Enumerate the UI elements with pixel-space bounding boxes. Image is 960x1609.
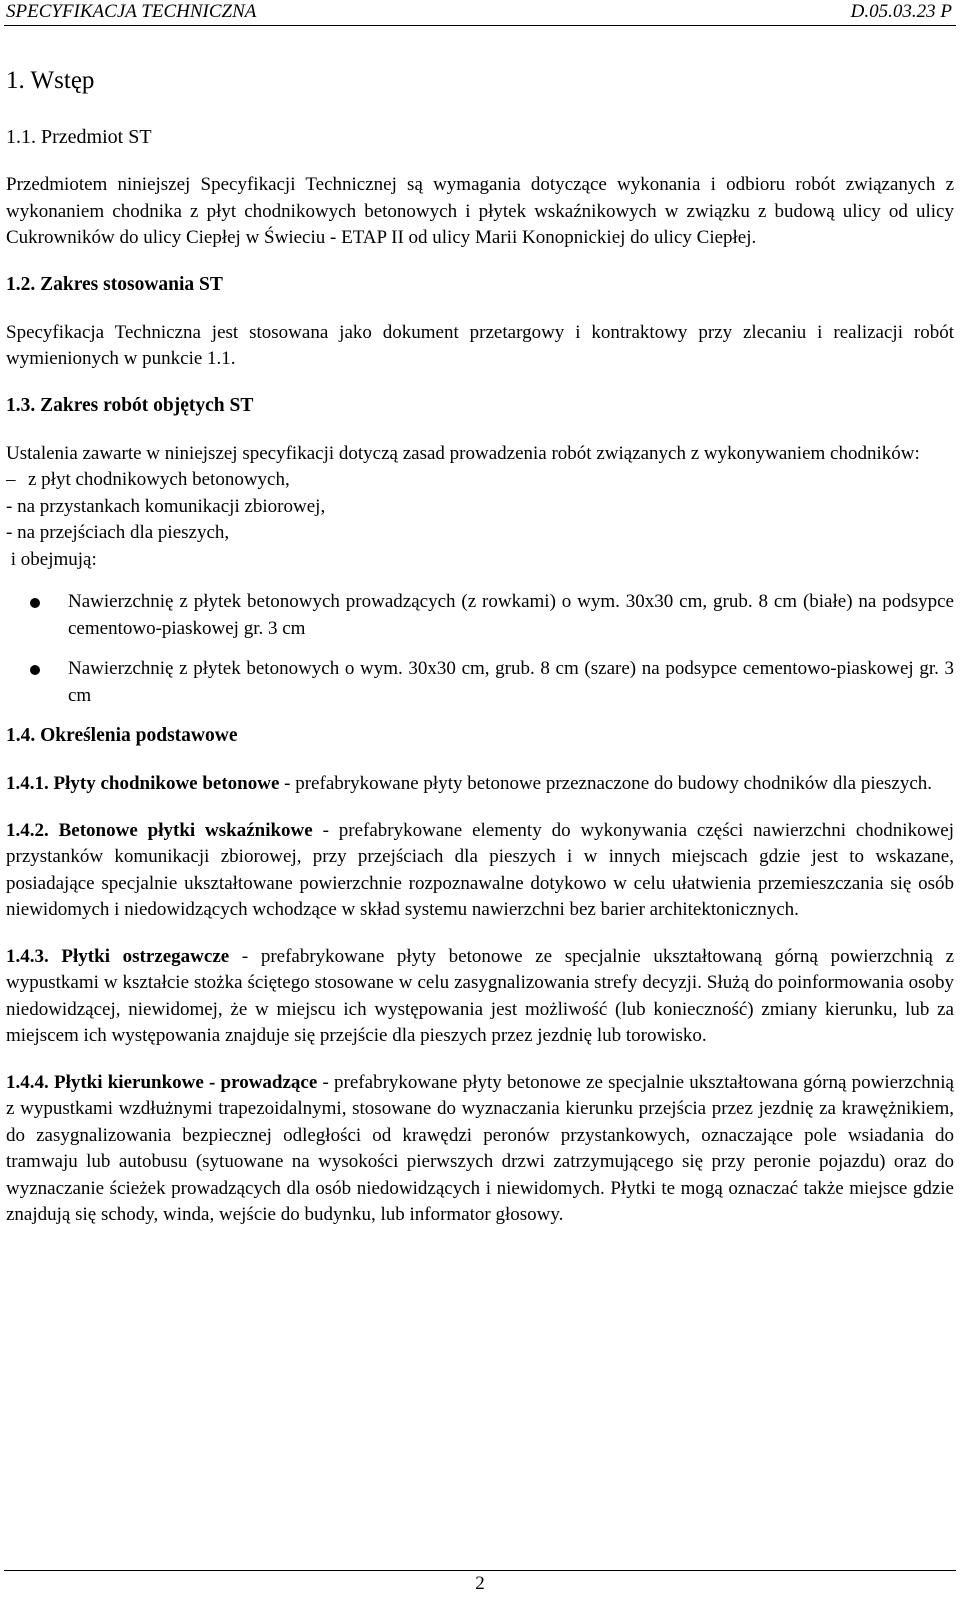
heading-1-3: 1.3. Zakres robót objętych ST (6, 394, 254, 416)
heading-1-1: 1.1. Przedmiot ST (6, 126, 152, 148)
list-item (6, 589, 954, 642)
definition-1-4-1 (6, 771, 954, 798)
bullet-icon (30, 598, 40, 608)
bullet-list (6, 589, 954, 709)
header-document-title: SPECYFIKACJA TECHNICZNA (6, 1, 257, 22)
paragraph-1-3-intro: Ustalenia zawarte w niniejszej specyfikacji dotyczą zasad prowadzenia robót związanych z wykonywaniem chodników: (6, 442, 920, 464)
dash-list-item (6, 467, 954, 494)
bullet-icon (30, 665, 40, 675)
bullet-text: Nawierzchnię z płytek betonowych prowadzących (z rowkami) o wym. 30x30 cm, grub. 8 cm (białe) na podsypce cementowo-piaskowej gr. 3 cm (68, 591, 954, 639)
heading-1-4: 1.4. Określenia podstawowe (6, 725, 238, 746)
list-line-crossings: - na przejściach dla pieszych, (6, 522, 230, 543)
definition-number: 1.4.2. (6, 819, 49, 841)
definition-number: 1.4.1. (6, 773, 49, 794)
document-body (6, 66, 954, 1249)
header-document-code: D.05.03.23 P (850, 1, 952, 22)
definition-term: Płytki ostrzegawcze (61, 945, 230, 967)
definition-text: - prefabrykowane płyty betonowe przeznaczone do budowy chodników dla pieszych. (279, 773, 933, 794)
dash-marker: – (6, 469, 16, 490)
definition-text: - prefabrykowane płyty betonowe ze specjalnie ukształtowaną górną powierzchnią z wypustkami w kształcie stożka ściętego stosowane w celu zasygnalizowania strefy decyzji. Służą do poinformowania osoby niedowidzącej, niewidomej, że w miejscu ich występowania jest możliwość (lub konieczność) zmiany kierunku, lub za miejscem ich występowania znajduje się przejście dla pieszych przez jezdnię lub torowisko. (6, 945, 955, 1046)
definition-text: - prefabrykowane elementy do wykonywania części nawierzchni chodnikowej przystanków komunikacji zbiorowej, przy przejściach dla pieszych i w innych miejscach gdzie jest to wskazane, posiadające specjalnie ukształtowane powierzchnie rozpoznawalne dotykowo w celu ułatwienia przemieszczania się osób niewidomych i niedowidzących wchodzące w skład systemu nawierzchni bez barier architektonicznych. (6, 819, 955, 920)
paragraph-1-2: Specyfikacja Techniczna jest stosowana jako dokument przetargowy i kontraktowy przy zlecaniu i realizacji robót wymienionych w punkcie 1.1. (6, 321, 954, 369)
definition-term: Płyty chodnikowe betonowe (53, 773, 280, 794)
definition-number: 1.4.3. (6, 945, 49, 967)
definition-1-4-2 (6, 818, 954, 924)
heading-1-2: 1.2. Zakres stosowania ST (6, 273, 223, 295)
bullet-text: Nawierzchnię z płytek betonowych o wym. 30x30 cm, grub. 8 cm (szare) na podsypce cementowo-piaskowej gr. 3 cm (68, 658, 954, 706)
section-title: 1. Wstęp (6, 67, 95, 94)
definition-term: Płytki kierunkowe - prowadzące (53, 1071, 318, 1093)
header-rule (4, 25, 956, 26)
definition-term: Betonowe płytki wskaźnikowe (58, 819, 313, 841)
page-header (0, 0, 960, 30)
footer-rule (4, 1570, 956, 1571)
list-line-bus-stops: - na przystankach komunikacji zbiorowej, (6, 495, 326, 517)
definition-number: 1.4.4. (6, 1071, 49, 1093)
page-number: 2 (475, 1573, 485, 1594)
dash-item-text: z płyt chodnikowych betonowych, (28, 469, 290, 490)
definition-1-4-3 (6, 944, 954, 1050)
paragraph-1-1: Przedmiotem niniejszej Specyfikacji Technicznej są wymagania dotyczące wykonania i odbioru robót związanych z wykonaniem chodnika z płyt chodnikowych betonowych i płytek wskaźnikowych w związku z budową ulicy od ulicy Cukrowników do ulicy Ciepłej w Świeciu - ETAP II od ulicy Marii Konopnickiej do ulicy Ciepłej. (6, 174, 954, 248)
definition-text: - prefabrykowane płyty betonowe ze specjalnie ukształtowana górną powierzchnią z wypustkami wzdłużnymi trapezoidalnymi, stosowane do wyznaczania kierunku przejścia przez jezdnię za krawężnikiem, do zasygnalizowania bezpiecznej odległości od krawędzi peronów przystankowych, oznaczające pole wsiadania do tramwaju lub autobusu (sytuowane na wysokości pierwszych drzwi zatrzymującego się przy peronie pojazdu) oraz do wyznaczanie ścieżek prowadzących dla osób niedowidzących i niewidomych. Płytki te mogą oznaczać także miejsce gdzie znajdują się schody, winda, wejście do budynku, lub informator głosowy. (6, 1071, 954, 1225)
list-line-includes: i obejmują: (6, 548, 97, 570)
definition-1-4-4 (6, 1070, 954, 1229)
list-item (6, 656, 954, 709)
